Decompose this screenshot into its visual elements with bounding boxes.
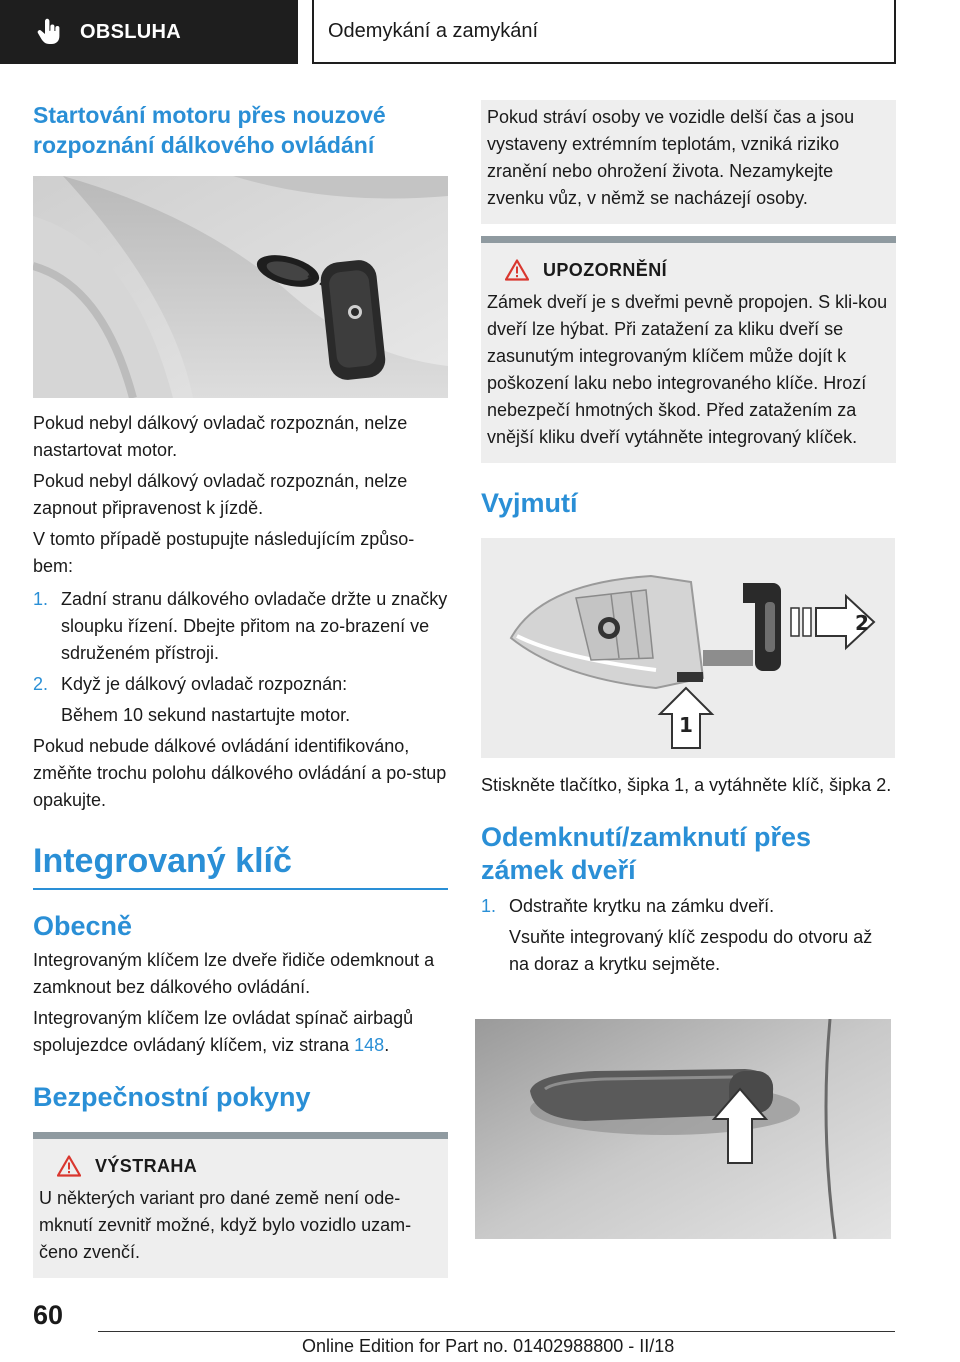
warning-title: VÝSTRAHA (95, 1155, 198, 1176)
figure-door-handle (475, 1019, 891, 1239)
heading-safety: Bezpečnostní pokyny (33, 1082, 311, 1112)
door-handle-illustration (475, 1019, 891, 1239)
figure-steering-column (33, 176, 448, 398)
warning-box (33, 1132, 448, 1278)
list-number: 1. (481, 896, 497, 916)
figure-key-removal (481, 538, 895, 758)
list-item (33, 586, 448, 667)
section-label: OBSLUHA (80, 20, 181, 43)
paragraph: Pokud nebude dálkové ovládání identifikováno, změňte trochu polohu dálkového ovládání a po-stup opakujte. (33, 736, 447, 810)
warning-triangle-icon (505, 259, 529, 281)
paragraph (33, 1005, 448, 1059)
list-item (481, 893, 896, 920)
figure-label-1: 1 (679, 713, 693, 737)
caution-title: UPOZORNĚNÍ (543, 259, 668, 280)
list-number: 1. (33, 589, 49, 609)
heading-emergency-start: Startování motoru přes nouzové rozpoznání dálkového ovládání (33, 102, 386, 158)
paragraph-text: Integrovaným klíčem lze ovládat spínač airbagů spolujezdce ovládaný klíčem, viz strana (33, 1008, 414, 1055)
steering-column-illustration (33, 176, 448, 398)
page-number: 60 (33, 1300, 64, 1330)
list-text: Když je dálkový ovladač rozpoznán: (61, 674, 348, 694)
heading-rule (33, 888, 448, 890)
footer-edition: Online Edition for Part no. 01402988800 - II/18 (302, 1336, 675, 1356)
heading-general: Obecně (33, 911, 133, 941)
list-number: 2. (33, 674, 49, 694)
heading-door-lock: Odemknutí/zamknutí přes zámek dveří (481, 822, 812, 885)
paragraph: Stiskněte tlačítko, šipka 1, a vytáhněte klíč, šipka 2. (481, 775, 892, 795)
section-tab[interactable] (0, 0, 298, 64)
warning-triangle-icon (57, 1155, 81, 1177)
paragraph: Pokud nebyl dálkový ovladač rozpoznán, nelze nastartovat motor. (33, 413, 408, 460)
caution-box (481, 236, 896, 463)
list-subtext: Vsuňte integrovaný klíč zespodu do otvoru až na doraz a krytku sejměte. (509, 927, 873, 974)
paragraph: V tomto případě postupujte následujícím způso-bem: (33, 529, 415, 576)
right-column (481, 100, 896, 978)
list-text: Odstraňte krytku na zámku dveří. (509, 896, 775, 916)
chapter-title: Odemykání a zamykání (312, 0, 896, 64)
list-subtext: Během 10 sekund nastartujte motor. (61, 705, 351, 725)
caution-text: Zámek dveří je s dveřmi pevně propojen. S kli-kou dveří lze hýbat. Při zatažení za kliku dveří se zasunutým integrovaným klíčem může dojít k poškození laku nebo integrovaného klíče. Hrozí nebezpečí hmotných škod. Před zatažením za vnější kliku dveří vytáhněte integrovaný klíček. (487, 292, 888, 447)
key-removal-illustration (481, 538, 895, 758)
heading-integrated-key: Integrovaný klíč (33, 842, 292, 880)
warning-header (39, 1155, 442, 1177)
paragraph-text: . (384, 1035, 390, 1055)
warning-text: U některých variant pro dané země není ode-mknutí zevnitř možné, když bylo vozidlo uzam-čeno zvenčí. (39, 1188, 412, 1262)
warning-continuation (481, 100, 896, 224)
heading-removal: Vyjmutí (481, 488, 578, 518)
hand-pointer-icon (36, 17, 66, 47)
list-item (33, 671, 448, 698)
footer-rule (98, 1331, 895, 1332)
list-text: Zadní stranu dálkového ovladače držte u značky sloupku řízení. Dbejte přitom na zo-brazení ve sdruženém přístroji. (61, 589, 448, 663)
caution-header (487, 259, 890, 281)
warning-text: Pokud stráví osoby ve vozidle delší čas a jsou vystaveny extrémním teplotám, vzniká riziko zranění nebo ohrožení života. Nezamykejte zvenku vůz, v němž se nacházejí osoby. (487, 107, 855, 208)
paragraph: Pokud nebyl dálkový ovladač rozpoznán, nelze zapnout připravenost k jízdě. (33, 471, 408, 518)
paragraph: Integrovaným klíčem lze dveře řidiče odemknout a zamknout bez dálkového ovládání. (33, 950, 435, 997)
figure-label-2: 2 (855, 611, 869, 635)
left-column (33, 100, 448, 1278)
page-link-148[interactable]: 148 (354, 1035, 385, 1055)
